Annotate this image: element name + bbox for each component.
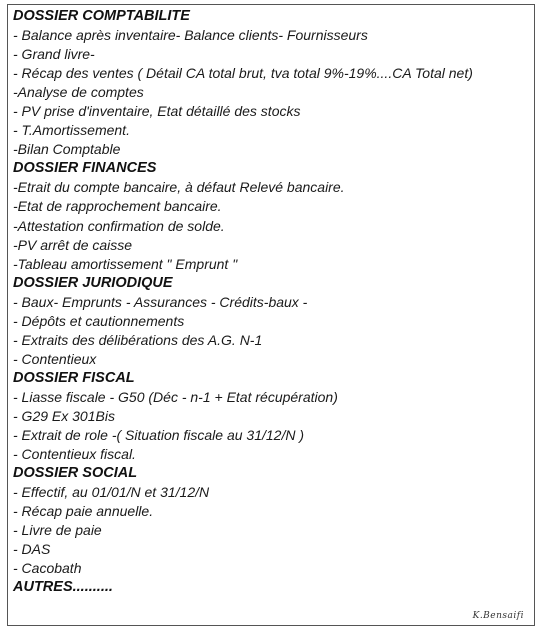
list-item: - Contentieux fiscal. (13, 446, 136, 463)
list-item: - T.Amortissement. (13, 122, 130, 139)
list-item: - DAS (13, 541, 51, 558)
list-item: - Balance après inventaire- Balance clients- Fournisseurs (13, 27, 368, 44)
list-item: -Bilan Comptable (13, 141, 121, 158)
document-page (7, 4, 535, 626)
section-heading: DOSSIER COMPTABILITE (13, 8, 190, 24)
document-lines (13, 7, 534, 597)
list-item: - Livre de paie (13, 522, 102, 539)
list-item: - Contentieux (13, 350, 97, 367)
section-heading: DOSSIER FISCAL (13, 369, 135, 386)
list-item: -Etat de rapprochement bancaire. (13, 198, 222, 215)
list-item: - Baux- Emprunts - Assurances - Crédits-baux - (13, 293, 308, 310)
list-item: -Attestation confirmation de solde. (13, 217, 225, 234)
list-item: -Analyse de comptes (13, 84, 144, 101)
list-item: -Etrait du compte bancaire, à défaut Relevé bancaire. (13, 179, 345, 196)
list-item: - Grand livre- (13, 46, 95, 63)
list-item: - Extraits des délibérations des A.G. N-1 (13, 331, 263, 348)
signature: K.Bensaifi (472, 611, 524, 621)
list-item: -PV arrêt de caisse (13, 236, 133, 253)
list-item: - G29 Ex 301Bis (13, 407, 115, 424)
list-item: -Tableau amortissement " Emprunt " (13, 255, 238, 272)
section-heading: DOSSIER SOCIAL (13, 465, 138, 482)
list-item: - Effectif, au 01/01/N et 31/12/N (13, 484, 210, 501)
list-item: - PV prise d'inventaire, Etat détaillé des stocks (13, 103, 301, 120)
list-item: - Liasse fiscale - G50 (Déc - n-1 + Etat récupération) (13, 388, 338, 405)
section-heading: DOSSIER FINANCES (13, 160, 157, 177)
list-item: - Récap des ventes ( Détail CA total brut, tva total 9%-19%....CA Total net) (13, 65, 473, 82)
list-item: - Dépôts et cautionnements (13, 312, 185, 329)
list-item: - Extrait de role -( Situation fiscale au 31/12/N ) (13, 427, 305, 444)
list-item: - Cacobath (13, 560, 82, 577)
section-heading: DOSSIER JURIODIQUE (13, 274, 173, 291)
section-heading: AUTRES.......... (13, 579, 113, 596)
list-item: - Récap paie annuelle. (13, 503, 154, 520)
